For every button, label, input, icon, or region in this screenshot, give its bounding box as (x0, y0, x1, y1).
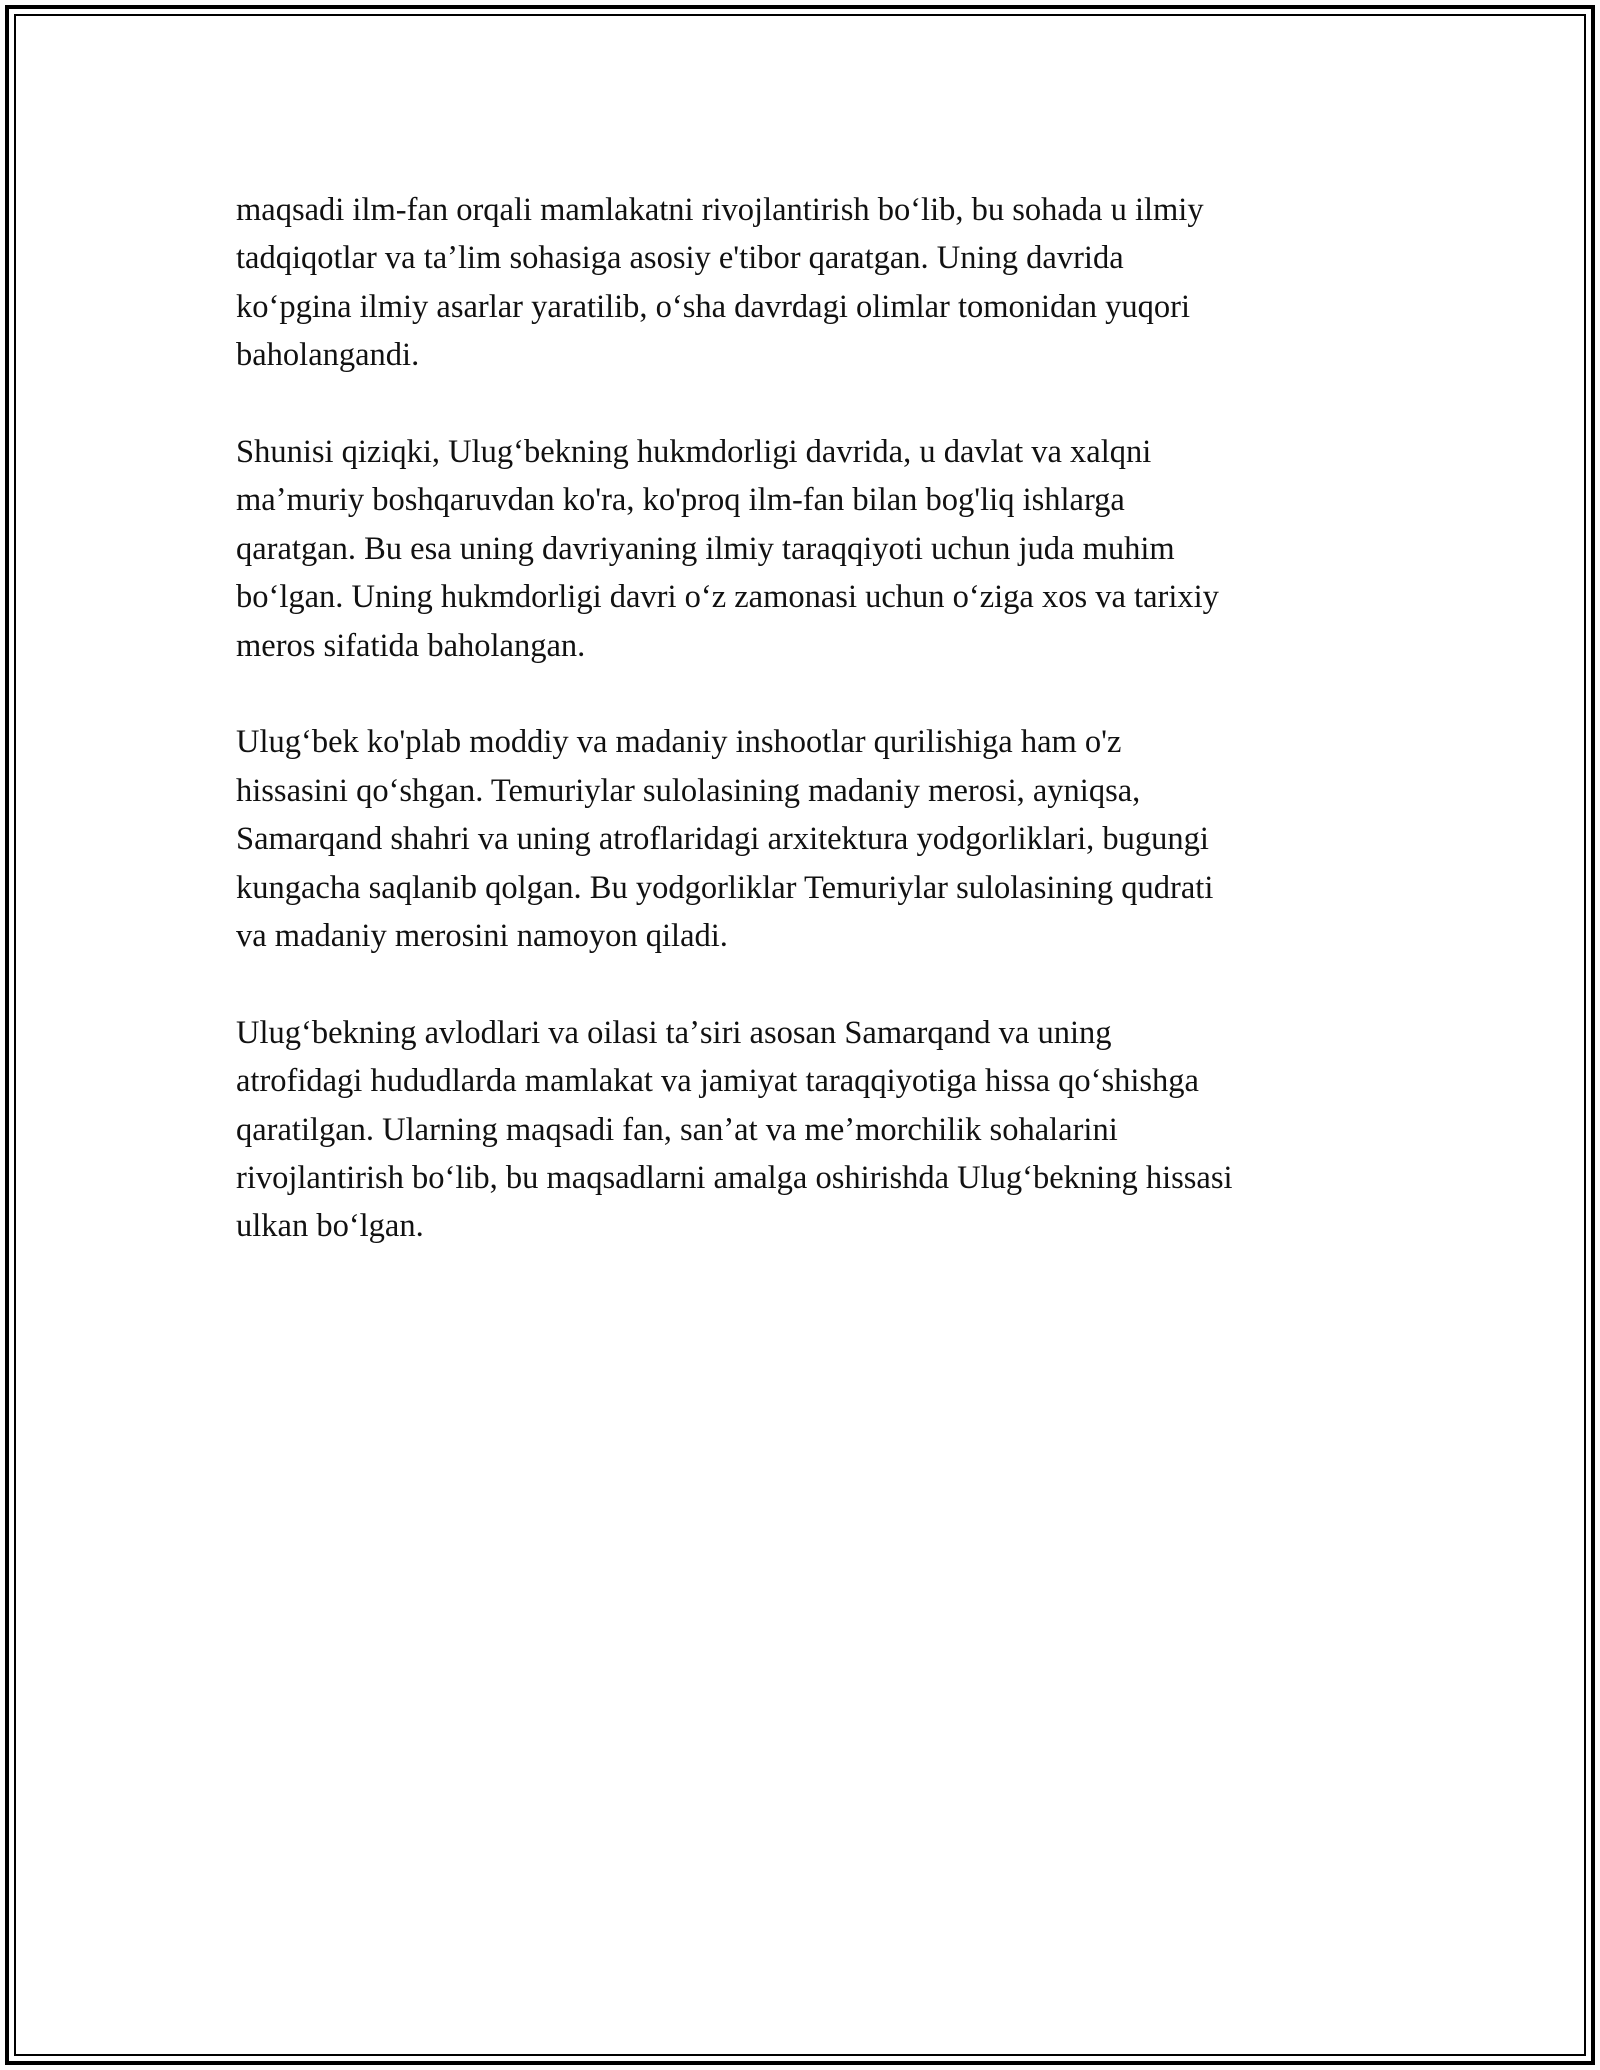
text-line: qaratilgan. Ularning maqsadi fan, sanʼat va meʼmorchilik sohalarini (236, 1111, 1118, 1148)
text-line: baholangandi. (236, 337, 420, 374)
text-line: boʻlgan. Uning hukmdorligi davri oʻz zamonasi uchun oʻziga xos va tarixiy (236, 579, 1219, 616)
text-line: Ulugʻbekning avlodlari va oilasi taʼsiri asosan Samarqand va uning (236, 1014, 1112, 1051)
text-line: meros sifatida baholangan. (236, 627, 586, 664)
text-line: rivojlantirish boʻlib, bu maqsadlarni amalga oshirishda Ulugʻbekning hissasi (236, 1160, 1233, 1197)
paragraph-2 (236, 428, 1376, 670)
document-body (236, 186, 1376, 1299)
text-line: qaratgan. Bu esa uning davriyaning ilmiy taraqqiyoti uchun juda muhim (236, 530, 1175, 567)
text-line: ulkan boʻlgan. (236, 1208, 424, 1245)
text-line: atrofidagi hududlarda mamlakat va jamiyat taraqqiyotiga hissa qoʻshishga (236, 1063, 1199, 1100)
text-line: hissasini qoʻshgan. Temuriylar sulolasining madaniy merosi, ayniqsa, (236, 772, 1141, 809)
text-line: koʻpgina ilmiy asarlar yaratilib, oʻsha davrdagi olimlar tomonidan yuqori (236, 288, 1190, 325)
paragraph-1 (236, 186, 1376, 380)
text-line: kungacha saqlanib qolgan. Bu yodgorliklar Temuriylar sulolasining qudrati (236, 869, 1214, 906)
text-line: Samarqand shahri va uning atroflaridagi arxitektura yodgorliklari, bugungi (236, 821, 1209, 858)
text-line: maʼmuriy boshqaruvdan ko'ra, ko'proq ilm-fan bilan bog'liq ishlarga (236, 482, 1125, 519)
text-line: tadqiqotlar va taʼlim sohasiga asosiy e'tibor qaratgan. Uning davrida (236, 240, 1124, 277)
text-line: Ulugʻbek ko'plab moddiy va madaniy inshootlar qurilishiga ham o'z (236, 724, 1122, 761)
text-line: maqsadi ilm-fan orqali mamlakatni rivojlantirish boʻlib, bu sohada u ilmiy (236, 192, 1204, 228)
paragraph-4 (236, 1009, 1376, 1251)
text-line: Shunisi qiziqki, Ulugʻbekning hukmdorligi davrida, u davlat va xalqni (236, 434, 1152, 471)
text-line: va madaniy merosini namoyon qiladi. (236, 918, 728, 955)
paragraph-3 (236, 718, 1376, 960)
